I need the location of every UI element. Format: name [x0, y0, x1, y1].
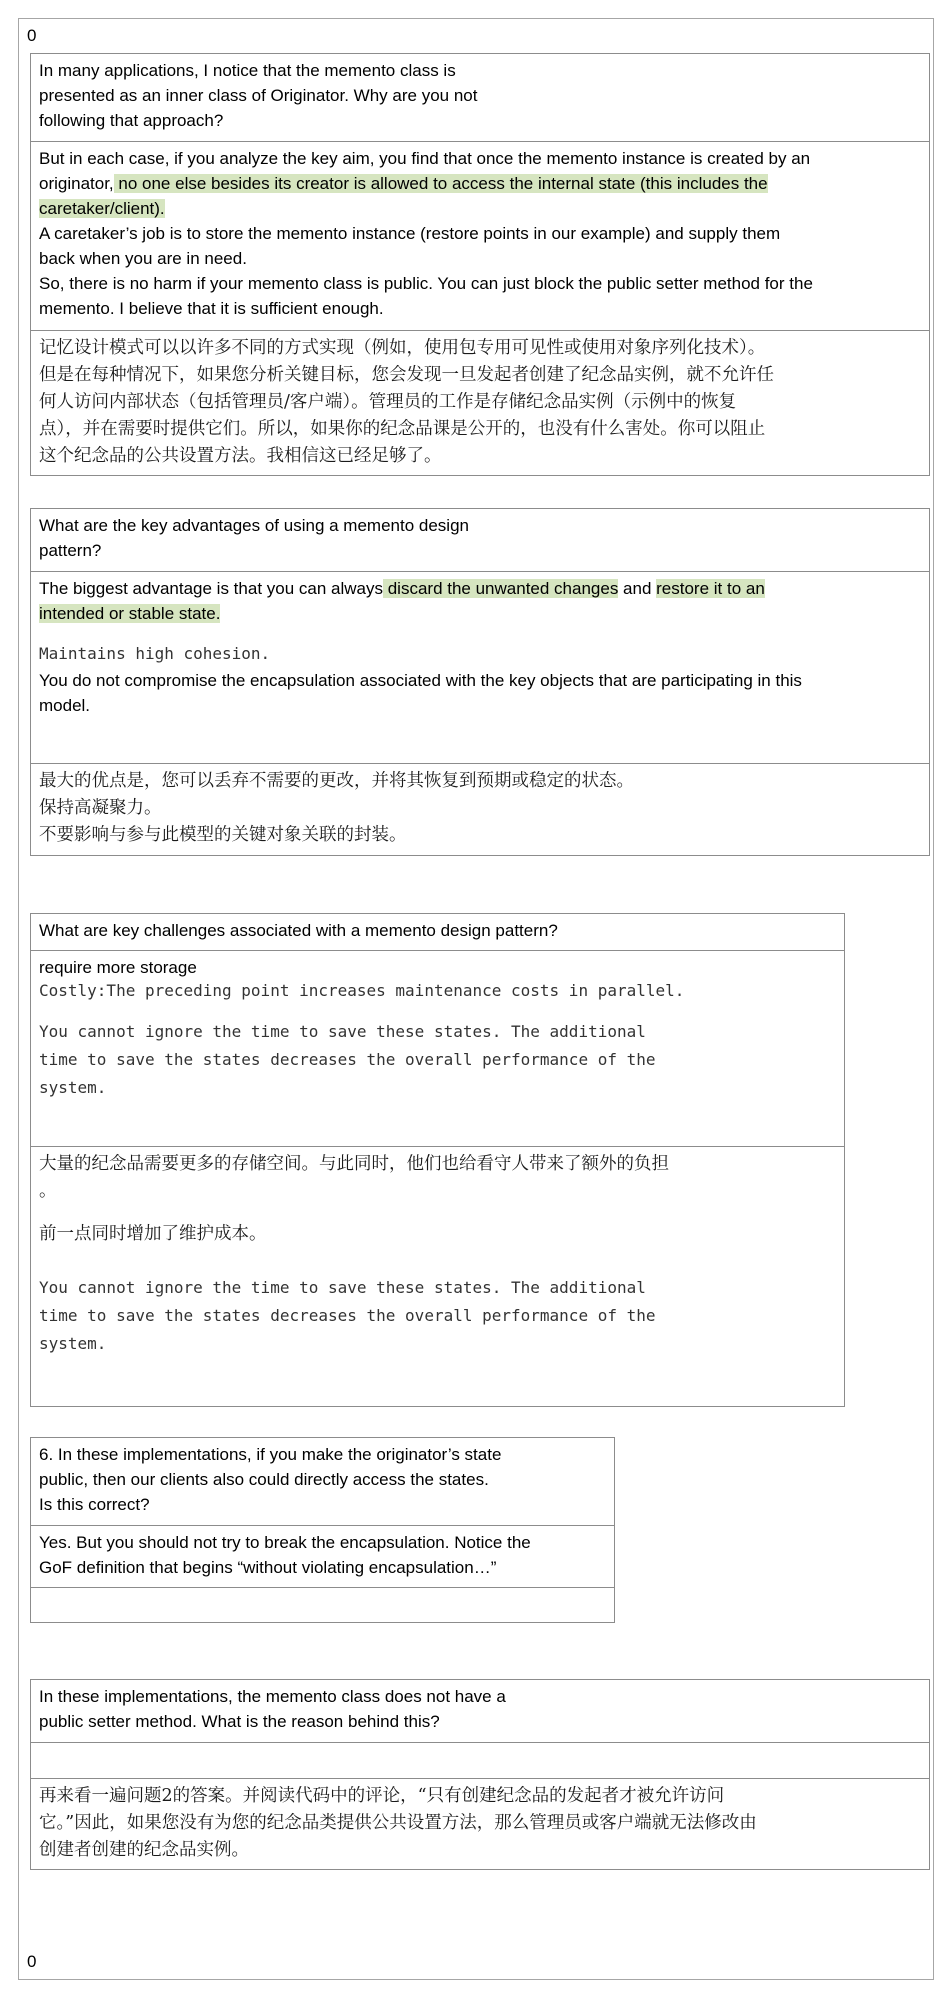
question-line: presented as an inner class of Originator. Why are you not [39, 86, 478, 105]
answer-text: and [618, 579, 657, 598]
translation-line: 前一点同时增加了维护成本。 [39, 1224, 267, 1244]
question-line: What are key challenges associated with a memento design pattern? [39, 921, 558, 940]
highlighted-text: caretaker/client). [39, 199, 165, 218]
header-page-number: 0 [27, 26, 37, 45]
translation-line: 这个纪念品的公共设置方法。我相信这已经足够了。 [39, 446, 442, 466]
question-cell [31, 54, 929, 141]
question-line: Is this correct? [39, 1495, 150, 1514]
question-line: In many applications, I notice that the memento class is [39, 61, 456, 80]
answer-line: So, there is no harm if your memento class is public. You can just block the public setter method for the [39, 274, 813, 293]
translation-line: 大量的纪念品需要更多的存储空间。与此同时，他们也给看守人带来了额外的负担 [39, 1154, 669, 1174]
answer-text: originator, [39, 174, 114, 193]
highlighted-text: restore it to an [656, 579, 765, 598]
translation-line: 但是在每种情况下，如果您分析关键目标，您会发现一旦发起者创建了纪念品实例，就不允许任 [39, 365, 774, 385]
translation-cell [31, 763, 929, 855]
answer-line: back when you are in need. [39, 249, 247, 268]
code-line: You cannot ignore the time to save these states. The additional [39, 1022, 646, 1041]
qa-table-challenges [30, 913, 845, 1407]
answer-line: But in each case, if you analyze the key aim, you find that once the memento instance is created by an [39, 149, 811, 168]
translation-line: 创建者创建的纪念品实例。 [39, 1840, 249, 1860]
translation-line: 点），并在需要时提供它们。所以，如果你的纪念品课是公开的，也没有什么害处。你可以阻止 [39, 419, 766, 439]
spacer [39, 626, 921, 640]
qa-table-originator-state [30, 1437, 615, 1623]
code-line: Costly:The preceding point increases maintenance costs in parallel. [39, 981, 685, 1000]
answer-line [39, 601, 921, 626]
translation-line: 。 [39, 1181, 57, 1201]
question-line: public setter method. What is the reason behind this? [39, 1712, 440, 1731]
question-cell [31, 1680, 929, 1742]
answer-cell [31, 141, 929, 330]
translation-cell [31, 1778, 929, 1869]
answer-line [39, 171, 921, 196]
answer-cell [31, 950, 844, 1146]
spacer [39, 1205, 836, 1221]
empty-cell [31, 1742, 929, 1778]
answer-line: You do not compromise the encapsulation associated with the key objects that are participating in this [39, 671, 802, 690]
answer-cell [31, 571, 929, 763]
highlighted-text: intended or stable state. [39, 604, 221, 623]
question-cell [31, 914, 844, 950]
question-line: What are the key advantages of using a memento design [39, 516, 469, 535]
translation-cell [31, 1146, 844, 1406]
answer-line: Yes. But you should not try to break the encapsulation. Notice the [39, 1533, 531, 1552]
code-line: system. [39, 1334, 107, 1353]
answer-line [39, 576, 921, 601]
spacer [39, 1248, 836, 1274]
translation-line: 不要影响与参与此模型的关键对象关联的封装。 [39, 825, 407, 845]
code-line: Maintains high cohesion. [39, 644, 271, 663]
code-line: You cannot ignore the time to save these states. The additional [39, 1278, 646, 1297]
translation-cell [31, 330, 929, 475]
translation-line: 保持高凝聚力。 [39, 798, 162, 818]
question-cell [31, 509, 929, 571]
answer-line [39, 196, 921, 221]
translation-line: 何人访问内部状态（包括管理员/客户端）。管理员的工作是存储纪念品实例（示例中的恢复 [39, 392, 737, 412]
empty-cell [31, 1587, 614, 1622]
highlighted-text: no one else besides its creator is allowed to access the internal state (this includes the [113, 174, 768, 193]
code-line: system. [39, 1078, 107, 1097]
question-line: pattern? [39, 541, 102, 560]
qa-table-setter-method [30, 1679, 930, 1870]
question-cell [31, 1438, 614, 1525]
answer-line: model. [39, 696, 91, 715]
footer-page-number: 0 [27, 1952, 37, 1971]
answer-line: require more storage [39, 958, 197, 977]
highlighted-text: discard the unwanted changes [383, 579, 619, 598]
question-line: public, then our clients also could directly access the states. [39, 1470, 489, 1489]
answer-text: The biggest advantage is that you can always [39, 579, 383, 598]
translation-line: 再来看一遍问题2的答案。并阅读代码中的评论，“只有创建纪念品的发起者才被允许访问 [39, 1786, 725, 1806]
code-line: time to save the states decreases the overall performance of the [39, 1050, 656, 1069]
qa-table-inner-class [30, 53, 930, 476]
translation-line: 记忆设计模式可以以许多不同的方式实现（例如，使用包专用可见性或使用对象序列化技术）。 [39, 338, 766, 358]
answer-line: A caretaker’s job is to store the memento instance (restore points in our example) and supply them [39, 224, 781, 243]
translation-line: 它。”因此，如果您没有为您的纪念品类提供公共设置方法，那么管理员或客户端就无法修改由 [39, 1813, 757, 1833]
translation-line: 最大的优点是，您可以丢弃不需要的更改，并将其恢复到预期或稳定的状态。 [39, 771, 634, 791]
spacer [39, 1002, 836, 1018]
question-line: In these implementations, the memento class does not have a [39, 1687, 506, 1706]
answer-cell [31, 1525, 614, 1587]
code-line: time to save the states decreases the overall performance of the [39, 1306, 656, 1325]
qa-table-advantages [30, 508, 930, 856]
question-line: following that approach? [39, 111, 224, 130]
answer-line: memento. I believe that it is sufficient enough. [39, 299, 384, 318]
answer-line: GoF definition that begins “without violating encapsulation…” [39, 1558, 497, 1577]
question-line: 6. In these implementations, if you make the originator’s state [39, 1445, 502, 1464]
